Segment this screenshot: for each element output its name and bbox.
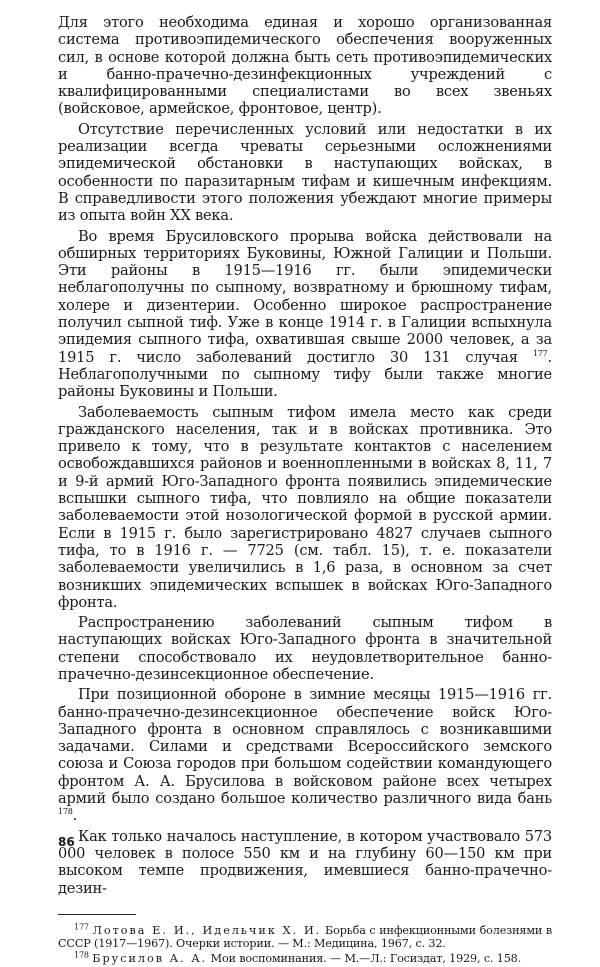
paragraph-4: Заболеваемость сыпным тифом имела место как среди гражданского населения, так и в войсках противника. Это привело к тому, что в результате контактов с населением освобождавшихся районов и военнопленными в войсках 8, 11, 7 и 9-й армий Юго-Западного фронта появились эпидемические вспышки сыпного тифа, что повлияло на общие показатели заболеваемости этой нозологической формой в русской армии. Если в 1915 г. было зарегистрировано 4827 случаев сыпного тифа, то в 1916 г. — 7725 (см. табл. 15), т. е. показатели заболеваемости увеличились в 1,6 раза, в основном за счет возникших эпидемических вспышек в войсках Юго-Западного фронта. xyxy=(58,403,552,611)
paragraph-3-text: Во время Брусиловского прорыва войска действовали на обширных территориях Буковины, Южной Галиции и Польши. Эти районы в 1915—1916 гг. были эпидемически неблагополучны по сыпному, возвратному и брюшному тифам, холере и дизентерии. Особенно широкое распространение получил сыпной тиф. Уже в конце 1914 г. в Галиции вспыхнула эпидемия сыпного тифа, охватившая свыше 2000 человек, а за 1915 г. число заболеваний достигло 30 131 случая xyxy=(58,227,552,366)
footnote-178 xyxy=(58,952,552,966)
paragraph-3: Во время Брусиловского прорыва войска действовали на обширных территориях Буковины, Южной Галиции и Польши. Эти районы в 1915—1916 гг. были эпидемически неблагополучны по сыпному, возвратному и брюшному тифам, холере и дизентерии. Особенно широкое распространение получил сыпной тиф. Уже в конце 1914 г. в Галиции вспыхнула эпидемия сыпного тифа, охватившая свыше 2000 человек, а за 1915 г. число заболеваний достигло 30 131 случая $^{177}$. Неблагополучными по сыпному тифу были также многие районы Буковины и Польши. xyxy=(58,227,552,401)
footnote-177-author: Лотова Е. И., Идельчик Х. И. xyxy=(92,923,322,937)
paragraph-3-tail: Неблагополучными по сыпному тифу были также многие районы Буковины и Польши. xyxy=(58,365,552,401)
paragraph-2: Отсутствие перечисленных условий или недостатки в их реализации всегда чреваты серьезными осложнениями эпидемической обстановки в наступающих войсках, в особенности по паразитарным тифам и кишечным инфекциям. В справедливости этого положения убеждают многие примеры из опыта войн XX века. xyxy=(58,120,552,225)
paragraph-6: При позиционной обороне в зимние месяцы 1915—1916 гг. банно-прачечно-дезинсекционное обеспечение войск Юго-Западного фронта в основном справлялось с возникавшими задачами. Силами и средствами Всероссийского земского союза и Союза городов при большом содействии командующего фронтом А. А. Брусилова в войсковом районе всех четырех армий было создано большое количество различного вида бань $^{178}$. xyxy=(58,686,552,825)
footnote-178-number: 178 xyxy=(74,950,89,960)
paragraph-5: Распространению заболеваний сыпным тифом в наступающих войсках Юго-Западного фронта в значительной степени способствовало их неудовлетворительное банно-прачечно-дезинсекционное обеспечение. xyxy=(58,614,552,683)
footnote-ref-178: 178 xyxy=(58,807,73,817)
footnote-177-text: Борьба с инфекционными болезнями в СССР (1917—1967). Очерки истории. — М.: Медицина, 1967, с. 32. xyxy=(58,923,553,951)
paragraph-7: Как только началось наступление, в котором участвовало 573 000 человек в полосе 550 км и на глубину 60—150 км при высоком темпе продвижения, имевшиеся банно-прачечно-дезин- xyxy=(58,827,552,897)
footnote-177-number: 177 xyxy=(74,922,89,932)
footnote-ref-177: 177 xyxy=(532,348,548,358)
paragraph-1: Для этого необходима единая и хорошо организованная система противоэпидемического обеспечения вооруженных сил, в основе которой должна быть сеть противоэпидемических и банно-прачечно-дезинфекционных учреждений с квалифицированными специалистами во всех звеньях (войсковое, армейское, фронтовое, центр). xyxy=(58,14,552,118)
footnote-divider xyxy=(58,914,136,915)
page-body xyxy=(58,14,552,967)
footnote-177 xyxy=(58,924,552,951)
footnote-178-author: Брусилов А. А. xyxy=(92,952,208,966)
paragraph-6-text: При позиционной обороне в зимние месяцы 1915—1916 гг. банно-прачечно-дезинсекционное обеспечение войск Юго-Западного фронта в основном справлялось с возникавшими задачами. Силами и средствами Всероссийского земского союза и Союза городов при большом содействии командующего фронтом А. А. Брусилова в войсковом районе всех четырех армий было создано большое количество различного вида бань xyxy=(58,686,552,808)
footnote-178-text: Мои воспоминания. — М.—Л.: Госиздат, 1929, с. 158. xyxy=(210,952,522,966)
page-number: 86 xyxy=(58,835,75,849)
